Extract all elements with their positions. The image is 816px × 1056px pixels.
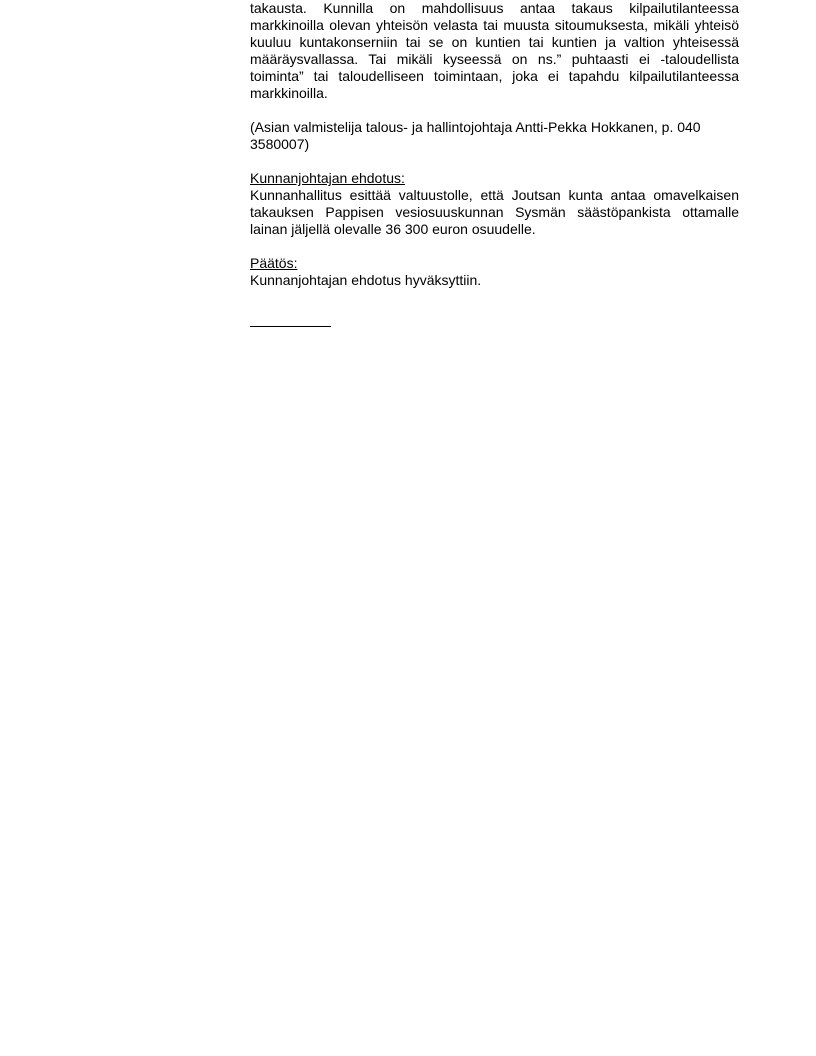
document-body — [250, 0, 739, 323]
paragraph-spacer — [250, 238, 739, 255]
section-end-rule — [250, 306, 739, 323]
horizontal-rule — [250, 326, 331, 327]
preparer-note-line-1: (Asian valmistelija talous- ja hallintojohtaja Antti-Pekka Hokkanen, p. 040 — [250, 119, 701, 135]
decision-heading: Päätös: — [250, 255, 298, 271]
paragraph-spacer — [250, 153, 739, 170]
proposal-text: Kunnanhallitus esittää valtuustolle, että Joutsan kunta antaa omavelkaisen takauksen Pappisen vesiosuuskunnan Sysmän säästöpankista ottamalle lainan jäljellä olevalle 36 300 euron osuudelle. — [250, 187, 739, 237]
proposal-heading: Kunnanjohtajan ehdotus: — [250, 170, 405, 186]
paragraph-spacer — [250, 102, 739, 119]
intro-paragraph: takausta. Kunnilla on mahdollisuus antaa takaus kilpailutilanteessa markkinoilla olevan yhteisön velasta tai muusta sitoumuksesta, mikäli yhteisö kuuluu kuntakonserniin tai se on kuntien tai kuntien ja valtion yhteisessä määräysvallassa. Tai mikäli kyseessä on ns.” puhtaasti ei -taloudellista toiminta” tai taloudelliseen toimintaan, joka ei tapahdu kilpailutilanteessa markkinoilla. — [250, 0, 739, 101]
preparer-note — [250, 119, 739, 153]
decision-text: Kunnanjohtajan ehdotus hyväksyttiin. — [250, 272, 482, 288]
preparer-note-line-2: 3580007) — [250, 136, 310, 152]
paragraph-spacer — [250, 289, 739, 306]
